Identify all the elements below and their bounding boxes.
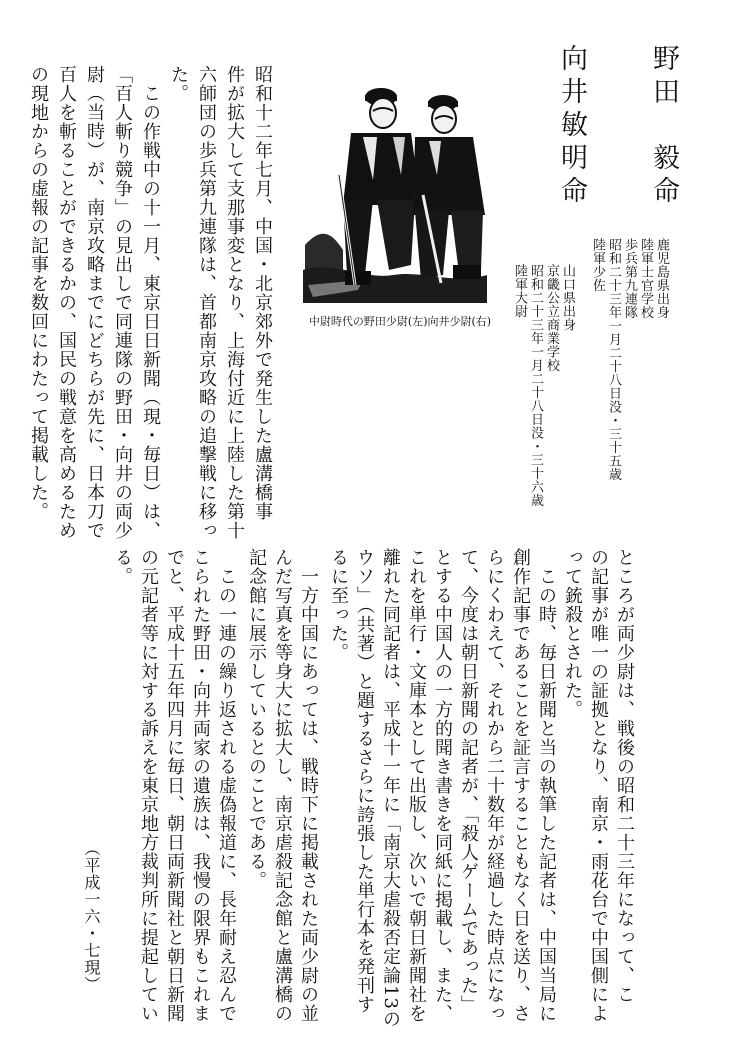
- lower-text-line: んだ写真を等身大に拡大し、南京虐殺記念館と盧溝橋の: [272, 548, 293, 1023]
- bio-line: 山口県出身: [560, 264, 575, 332]
- lower-text-line: この一連の繰り返される虚偽報道に、長年耐え忍んで: [216, 548, 237, 1023]
- upper-text-line: の現地からの虚報の記事を数回にわたって掲載した。: [28, 65, 49, 521]
- date-signature: （平成一六・七現）: [82, 840, 101, 993]
- upper-text-line: この作戦中の十一月、東京日日新聞（現・毎日）は、: [140, 65, 161, 540]
- bio-line: 陸軍少佐: [590, 238, 605, 292]
- lower-text-line: るに至った。: [328, 548, 349, 662]
- upper-text-line: 件が拡大して支那事変となり、上海付近に上陸した第十: [224, 65, 245, 540]
- person-name-noda: 野田 毅命: [648, 44, 679, 209]
- bio-line: 京畿公立商業学校: [544, 264, 559, 372]
- lower-text-line: の記事が唯一の証拠となり、南京・雨花台で中国側によ: [588, 548, 609, 1023]
- upper-text-line: 「百人斬り競争」の見出しで同連隊の野田・向井の両少: [112, 65, 133, 540]
- upper-text-line: 尉（当時）が、南京攻略までにどちらが先に、日本刀で: [84, 65, 105, 540]
- upper-text-line: た。: [168, 65, 189, 103]
- bio-line: 昭和二十三年一月二十八日没・三十六歳: [528, 264, 543, 507]
- lower-text-line: 創作記事であることを証言することもなく日を送り、さ: [510, 548, 531, 1023]
- bio-line: 陸軍大尉: [512, 264, 527, 318]
- lower-text-line: ウソ」（共著）と題するさらに誇張した単行本を発刊す: [354, 548, 375, 1014]
- lower-text-line: とする中国人の一方的聞き書きを同紙に掲載し、また、: [432, 548, 453, 1023]
- bio-line: 鹿児島県出身: [654, 238, 669, 319]
- lower-text-line: でと、平成十五年四月に毎日、朝日両新聞社と朝日新聞: [164, 548, 185, 1023]
- upper-text-line: 昭和十二年七月、中国・北京郊外で発生した盧溝橋事: [252, 65, 273, 521]
- bio-line: 陸軍士官学校: [638, 238, 653, 319]
- lower-text-line: これを単行・文庫本として出版し、次いで朝日新聞社を: [406, 548, 427, 1023]
- lower-text-line: 記念館に展示しているとのことである。: [246, 548, 267, 890]
- lower-text-line: 一方中国にあっては、戦時下に掲載された両少尉の並: [298, 548, 319, 1023]
- bio-line: 昭和二十三年一月二十八日没・三十五歳: [606, 238, 621, 481]
- portrait-photo: [303, 75, 487, 303]
- lower-text-line: こられた野田・向井両家の遺族は、我慢の限界もこれま: [190, 548, 211, 1023]
- person-name-mukai: 向井敏明命: [556, 44, 587, 209]
- lower-text-line: る。: [112, 548, 133, 586]
- lower-text-line: って銃殺とされた。: [562, 548, 583, 719]
- lower-text-line: ところが両少尉は、戦後の昭和二十三年になって、こ: [614, 548, 635, 1004]
- upper-text-line: 六師団の歩兵第九連隊は、首都南京攻略の追撃戦に移っ: [196, 65, 217, 540]
- upper-text-line: 百人を斬ることができるかの、国民の戦意を高めるため: [56, 65, 77, 540]
- portrait-photo-drawing: [303, 75, 487, 303]
- bio-line: 歩兵第九連隊: [622, 238, 637, 319]
- lower-text-line: らにくわえて、それから二十数年が経過した時点になっ: [484, 548, 505, 1023]
- photo-caption: 中尉時代の野田少尉(左)向井少尉(右): [308, 315, 492, 328]
- lower-text-line: の元記者等に対する訴えを東京地方裁判所に提起してい: [138, 548, 159, 1023]
- lower-text-line: 離れた同記者は、平成十一年に「南京大虐殺否定論13の: [380, 548, 401, 1029]
- lower-text-line: この時、毎日新聞と当の執筆した記者は、中国当局に: [536, 548, 557, 1023]
- lower-text-line: て、今度は朝日新聞の記者が、「殺人ゲームであった」: [458, 548, 479, 1014]
